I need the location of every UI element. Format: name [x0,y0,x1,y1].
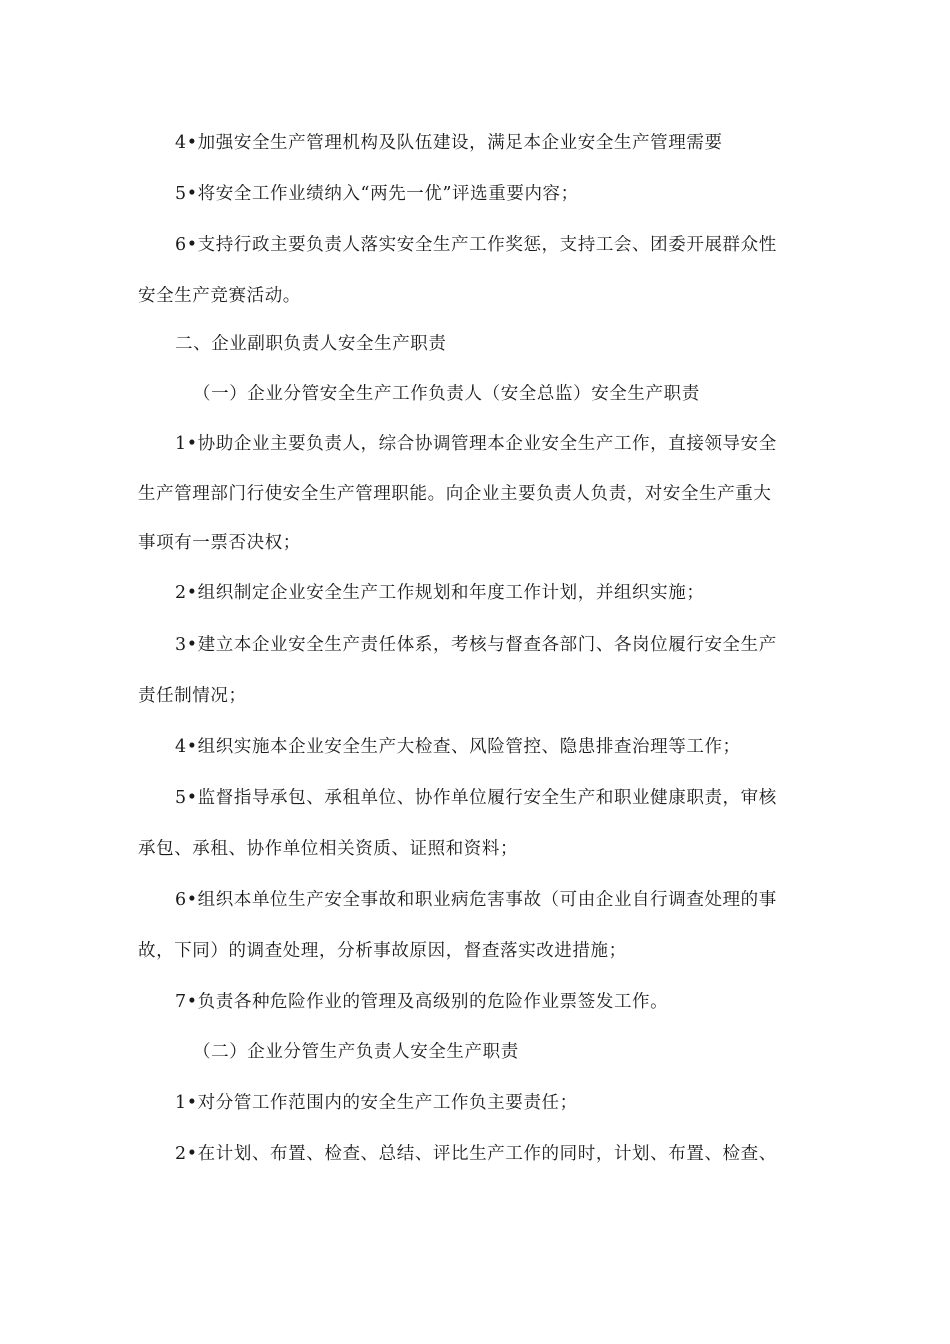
paragraph-line: 4•加强安全生产管理机构及队伍建设，满足本企业安全生产管理需要 [175,133,723,153]
paragraph-line: 7•负责各种危险作业的管理及高级别的危险作业票签发工作。 [175,992,669,1012]
paragraph-line: 5•将安全工作业绩纳入“两先一优”评选重要内容； [175,184,579,204]
paragraph-line: 生产管理部门行使安全生产管理职能。向企业主要负责人负责，对安全生产重大 [138,484,772,504]
paragraph-line: 事项有一票否决权； [138,533,301,553]
paragraph-line: 6•组织本单位生产安全事故和职业病危害事故（可由企业自行调查处理的事 [175,890,777,910]
paragraph-line: 2•组织制定企业安全生产工作规划和年度工作计划，并组织实施； [175,583,705,603]
paragraph-line: 3•建立本企业安全生产责任体系，考核与督查各部门、各岗位履行安全生产 [175,635,777,655]
paragraph-line: 故，下同）的调查处理，分析事故原因，督查落实改进措施； [138,941,627,961]
paragraph-line: 4•组织实施本企业安全生产大检查、风险管控、隐患排查治理等工作； [175,737,741,757]
paragraph-line: 承包、承租、协作单位相关资质、证照和资料； [138,839,519,859]
paragraph-line: 2•在计划、布置、检查、总结、评比生产工作的同时，计划、布置、检查、 [175,1144,777,1164]
paragraph-line: 责任制情况； [138,686,247,706]
paragraph-line: 安全生产竞赛活动。 [138,286,301,306]
paragraph-line: 5•监督指导承包、承租单位、协作单位履行安全生产和职业健康职责，审核 [175,788,777,808]
subsection-heading: （一）企业分管安全生产工作负责人（安全总监）安全生产职责 [193,384,700,404]
paragraph-line: 1•对分管工作范围内的安全生产工作负主要责任； [175,1093,578,1113]
subsection-heading: （二）企业分管生产负责人安全生产职责 [193,1042,519,1062]
section-heading: 二、企业副职负责人安全生产职责 [175,334,447,354]
paragraph-line: 6•支持行政主要负责人落实安全生产工作奖惩，支持工会、团委开展群众性 [175,235,777,255]
paragraph-line: 1•协助企业主要负责人，综合协调管理本企业安全生产工作，直接领导安全 [175,434,777,454]
